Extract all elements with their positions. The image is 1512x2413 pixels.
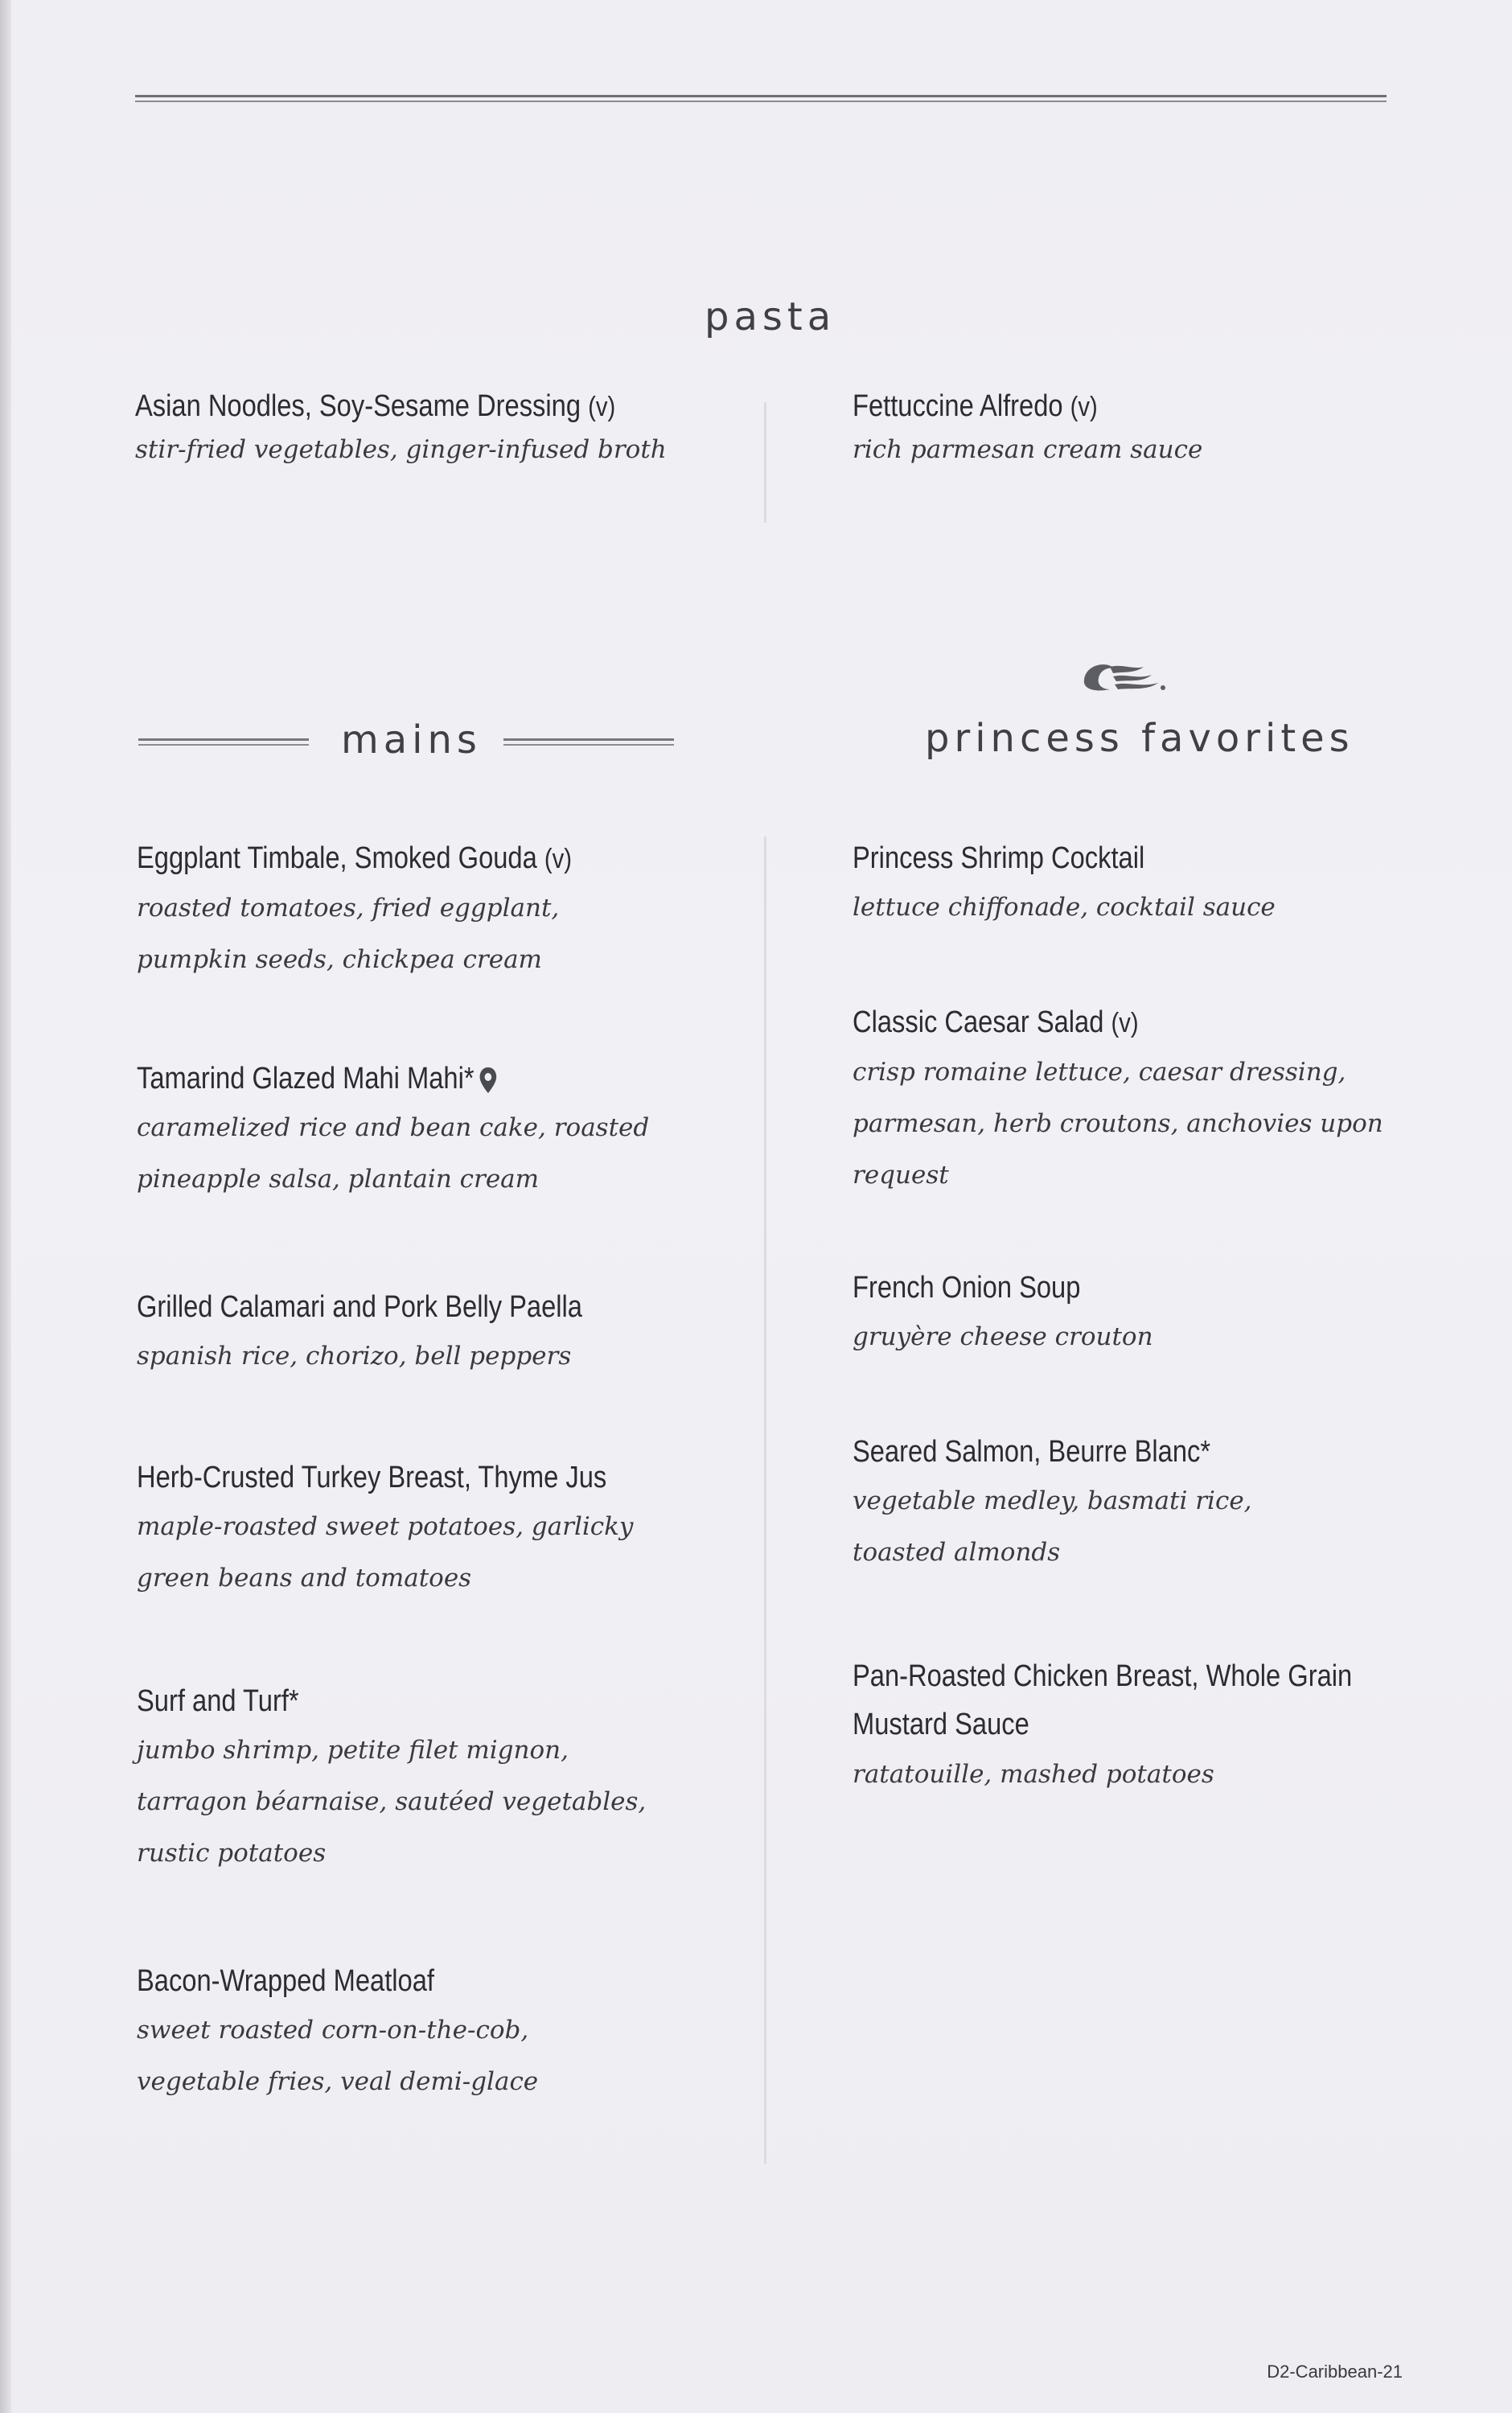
menu-item [137,1289,655,1382]
item-name: Eggplant Timbale, Smoked Gouda (v) [137,841,572,875]
item-description: stir-fried vegetables, ginger-infused broth [135,435,667,464]
princess-seawitch-logo-icon [1078,656,1170,696]
mains-rule-right [503,738,674,746]
menu-item [135,388,693,474]
page-edge-shadow [0,0,11,2413]
item-name: Seared Salmon, Beurre Blanc* [853,1435,1211,1469]
item-name: Classic Caesar Salad (v) [853,1005,1139,1039]
item-description: jumbo shrimp, petite filet mignon, tarragon béarnaise, sautéed vegetables, rustic potatoes [137,1736,647,1868]
top-double-rule [135,95,1387,103]
menu-item [137,1963,538,2107]
item-description: lettuce chiffonade, cocktail sauce [853,893,1276,922]
page-code: D2-Caribbean-21 [1267,2362,1403,2382]
mains-heading: mains [341,717,482,763]
item-name: Bacon-Wrapped Meatloaf [137,1964,434,1998]
menu-item [137,1459,683,1604]
item-description: spanish rice, chorizo, bell peppers [137,1342,572,1371]
item-name: Fettuccine Alfredo (v) [853,389,1098,423]
menu-item [137,840,643,985]
item-name: Herb-Crusted Turkey Breast, Thyme Jus [137,1461,607,1494]
item-description: rich parmesan cream sauce [853,435,1203,464]
item-description: crisp romaine lettuce, caesar dressing, parmesan, herb croutons, anchovies upon request [853,1058,1383,1190]
item-name: Princess Shrimp Cocktail [853,841,1145,875]
column-divider [764,837,766,2164]
item-name: French Onion Soup [853,1271,1081,1305]
column-divider [764,402,766,523]
item-name: Surf and Turf* [137,1684,299,1718]
menu-item [853,1433,1269,1578]
item-description: caramelized rice and bean cake, roasted pineapple salsa, plantain cream [137,1113,650,1194]
menu-item [853,388,1202,474]
mains-rule-left [138,738,309,746]
item-description: vegetable medley, basmati rice, toasted almonds [853,1486,1252,1567]
item-description: roasted tomatoes, fried eggplant, pumpkin seeds, chickpea cream [137,894,560,974]
menu-item [853,840,1276,933]
item-description: gruyère cheese crouton [853,1322,1153,1351]
item-description: ratatouille, mashed potatoes [853,1760,1214,1789]
location-pin-icon [479,1066,498,1095]
menu-item [853,1004,1383,1201]
item-name: Tamarind Glazed Mahi Mahi* [137,1060,577,1097]
item-name: Asian Noodles, Soy-Sesame Dressing (v) [135,389,616,423]
menu-item [853,1652,1433,1800]
item-name: Pan-Roasted Chicken Breast, Whole Grain Mustard Sauce [853,1659,1353,1741]
princess-favorites-heading: princess favorites [925,716,1354,761]
item-description: sweet roasted corn-on-the-cob, vegetable fries, veal demi-glace [137,2016,539,2096]
menu-item [137,1060,649,1205]
item-name: Grilled Calamari and Pork Belly Paella [137,1290,582,1324]
menu-item [137,1683,646,1879]
menu-item [853,1269,1153,1363]
item-description: maple-roasted sweet potatoes, garlicky green beans and tomatoes [137,1512,634,1593]
pasta-heading: pasta [705,294,836,339]
